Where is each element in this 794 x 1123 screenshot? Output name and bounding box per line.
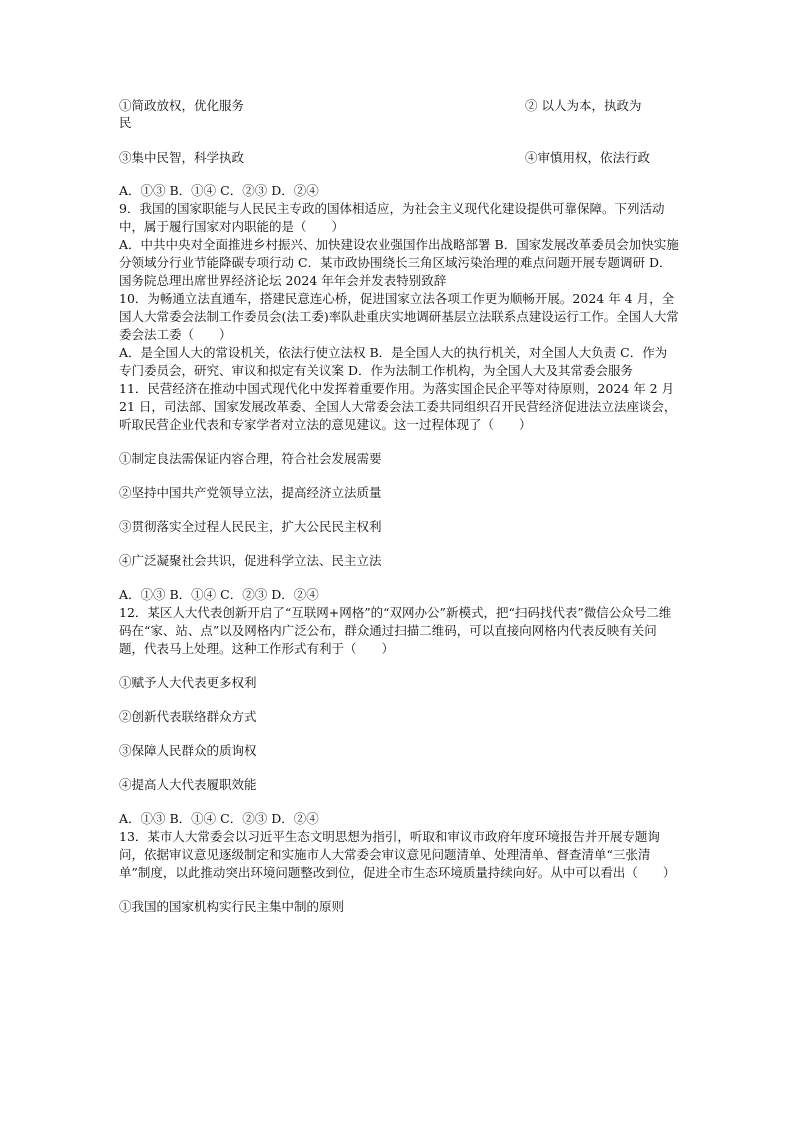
q10-stem: 10．为畅通立法直通车，搭建民意连心桥，促进国家立法各项工作更为顺畅开展。2024 年 4 月，全国人大常委会法制工作委员会(法工委)率队赴重庆实地调研基层立法联系点建设运行工作。全国人大常委会法工委（ ）: [119, 291, 679, 342]
q8-option-row-1: [119, 96, 679, 114]
q11-option-2: ②坚持中国共产党领导立法，提高经济立法质量: [119, 485, 382, 500]
q11-option-4: ④广泛凝聚社会共识，促进科学立法、民主立法: [119, 553, 382, 568]
q12-option-4: ④提高人大代表履职效能: [119, 777, 257, 792]
q8-option-2-wrap: 民: [119, 115, 132, 130]
q9-choices: A．中共中央对全面推进乡村振兴、加快建设农业强国作出战略部署 B．国家发展改革委员会加快实施分领域分行业节能降碳专项行动 C．某市政协围绕长三角区域污染治理的难点问题开展专题调研 D．国务院总理出席世界经济论坛 2024 年年会并发表特别致辞: [119, 237, 679, 288]
q11-answer-choices: A．①③ B．①④ C．②③ D．②④: [119, 587, 319, 602]
q13-stem: 13．某市人大常委会以习近平生态文明思想为指引，听取和审议市政府年度环境报告并开展专题询问，依据审议意见逐级制定和实施市人大常委会审议意见问题清单、处理清单、督查清单“三张清单”制度，以此推动突出环境问题整改到位，促进全市生态环境质量持续向好。从中可以看出（ ）: [119, 829, 676, 880]
q8-option-4: ④审慎用权，依法行政: [525, 150, 651, 165]
q10-choices: A．是全国人大的常设机关，依法行使立法权 B．是全国人大的执行机关，对全国人大负责 C．作为专门委员会，研究、审议和拟定有关议案 D．作为法制工作机构，为全国人大及其常委会服务: [119, 345, 668, 378]
q8-answer-choices: A．①③ B．①④ C．②③ D．②④: [119, 183, 319, 198]
q11-option-1: ①制定良法需保证内容合理，符合社会发展需要: [119, 451, 382, 466]
q12-answer-choices: A．①③ B．①④ C．②③ D．②④: [119, 811, 319, 826]
q12-option-1: ①赋予人大代表更多权利: [119, 675, 257, 690]
q8-option-1: ①简政放权，优化服务: [119, 98, 245, 113]
q11-option-3: ③贯彻落实全过程人民民主，扩大公民民主权利: [119, 519, 382, 534]
q8-option-row-2: [119, 148, 679, 166]
q12-stem: 12．某区人大代表创新开启了“互联网+网格”的“双网办公”新模式，把“扫码找代表”微信公众号二维码在“家、站、点”以及网格内广泛公布，群众通过扫描二维码，可以直接向网格内代表反映有关问题，代表马上处理。这种工作形式有利于（ ）: [119, 605, 672, 656]
q9-stem: 9．我国的国家职能与人民民主专政的国体相适应，为社会主义现代化建设提供可靠保障。下列活动中，属于履行国家对内职能的是（ ）: [119, 201, 665, 234]
q12-option-3: ③保障人民群众的质询权: [119, 743, 257, 758]
q11-stem: 11．民营经济在推动中国式现代化中发挥着重要作用。为落实国企民企平等对待原则，2024 年 2 月 21 日，司法部、国家发展改革委、全国人大常委会法工委共同组织召开民营经济促进法立法座谈会，听取民营企业代表和专家学者对立法的意见建议。这一过程体现了（ ）: [119, 381, 677, 432]
document-page: [119, 96, 679, 916]
q8-option-3: ③集中民智，科学执政: [119, 150, 245, 165]
q8-option-2: ② 以人为本，执政为: [525, 98, 642, 113]
q13-option-1: ①我国的国家机构实行民主集中制的原则: [119, 899, 345, 914]
q12-option-2: ②创新代表联络群众方式: [119, 709, 257, 724]
